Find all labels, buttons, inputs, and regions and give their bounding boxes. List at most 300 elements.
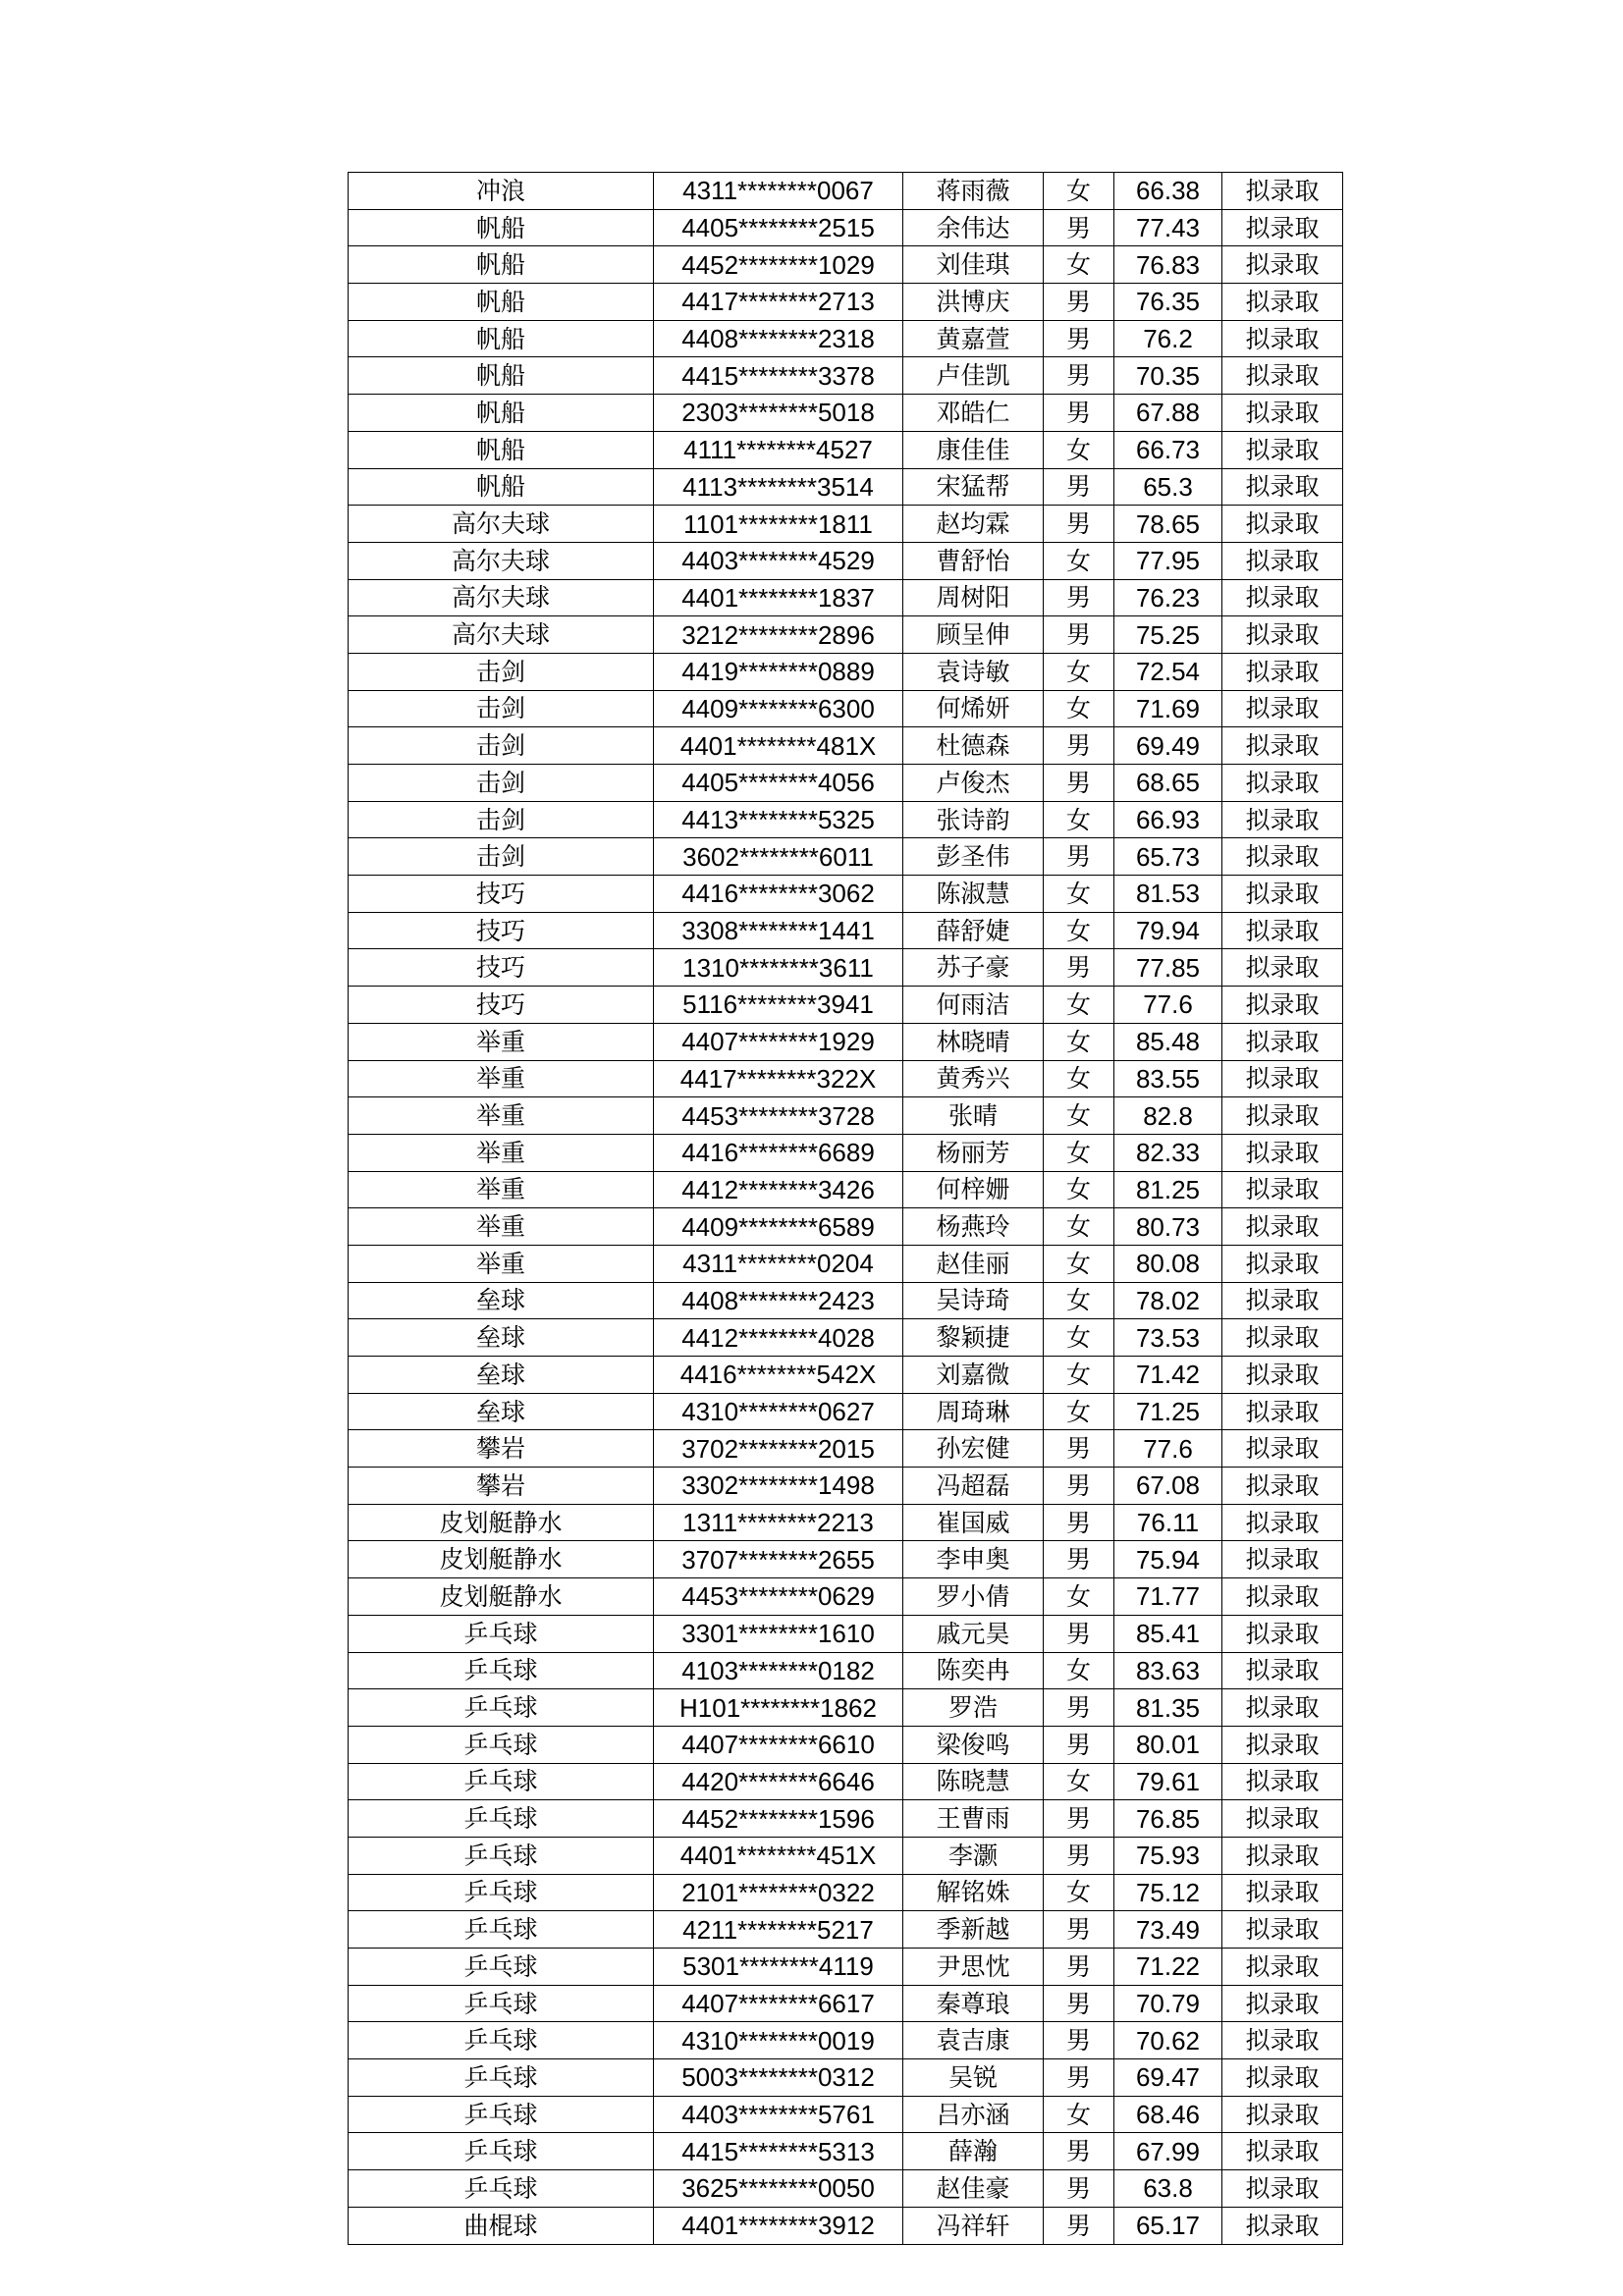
gender-cell: 男	[1044, 2059, 1114, 2097]
sport-cell: 攀岩	[349, 1468, 654, 1505]
id-number-cell: 4417********322X	[654, 1060, 903, 1097]
status-cell: 拟录取	[1222, 1060, 1343, 1097]
gender-cell: 女	[1044, 1393, 1114, 1430]
gender-cell: 男	[1044, 616, 1114, 654]
gender-cell: 女	[1044, 542, 1114, 579]
score-cell: 65.73	[1114, 838, 1222, 876]
table-row	[349, 765, 1343, 802]
gender-cell: 男	[1044, 1615, 1114, 1652]
status-cell: 拟录取	[1222, 653, 1343, 690]
score-cell: 76.11	[1114, 1504, 1222, 1541]
status-cell: 拟录取	[1222, 431, 1343, 468]
id-number-cell: 4310********0019	[654, 2022, 903, 2059]
gender-cell: 男	[1044, 468, 1114, 506]
status-cell: 拟录取	[1222, 765, 1343, 802]
score-cell: 83.63	[1114, 1652, 1222, 1689]
name-cell: 季新越	[903, 1911, 1044, 1949]
gender-cell: 女	[1044, 246, 1114, 284]
id-number-cell: 4420********6646	[654, 1763, 903, 1800]
table-row	[349, 542, 1343, 579]
name-cell: 余伟达	[903, 209, 1044, 246]
name-cell: 梁俊鸣	[903, 1726, 1044, 1763]
table-row	[349, 395, 1343, 432]
score-cell: 81.35	[1114, 1689, 1222, 1727]
id-number-cell: 4403********4529	[654, 542, 903, 579]
sport-cell: 皮划艇静水	[349, 1541, 654, 1578]
table-row	[349, 1430, 1343, 1468]
score-cell: 78.02	[1114, 1282, 1222, 1319]
score-cell: 77.95	[1114, 542, 1222, 579]
score-cell: 73.49	[1114, 1911, 1222, 1949]
score-cell: 67.88	[1114, 395, 1222, 432]
gender-cell: 男	[1044, 838, 1114, 876]
status-cell: 拟录取	[1222, 1985, 1343, 2022]
id-number-cell: 4405********2515	[654, 209, 903, 246]
table-row	[349, 357, 1343, 395]
name-cell: 何烯妍	[903, 690, 1044, 727]
status-cell: 拟录取	[1222, 468, 1343, 506]
name-cell: 黄嘉萱	[903, 320, 1044, 357]
name-cell: 杨丽芳	[903, 1134, 1044, 1171]
score-cell: 72.54	[1114, 653, 1222, 690]
score-cell: 66.73	[1114, 431, 1222, 468]
gender-cell: 女	[1044, 1060, 1114, 1097]
score-cell: 80.73	[1114, 1208, 1222, 1246]
admission-table-body	[349, 173, 1343, 2245]
score-cell: 70.35	[1114, 357, 1222, 395]
name-cell: 周树阳	[903, 579, 1044, 616]
id-number-cell: 4412********4028	[654, 1319, 903, 1357]
gender-cell: 男	[1044, 357, 1114, 395]
gender-cell: 男	[1044, 1504, 1114, 1541]
table-row	[349, 2059, 1343, 2097]
status-cell: 拟录取	[1222, 1023, 1343, 1060]
id-number-cell: 4111********4527	[654, 431, 903, 468]
table-row	[349, 1245, 1343, 1282]
score-cell: 80.08	[1114, 1245, 1222, 1282]
score-cell: 67.99	[1114, 2133, 1222, 2170]
sport-cell: 击剑	[349, 765, 654, 802]
id-number-cell: 4408********2318	[654, 320, 903, 357]
status-cell: 拟录取	[1222, 912, 1343, 949]
table-row	[349, 1504, 1343, 1541]
table-row	[349, 1319, 1343, 1357]
id-number-cell: 4401********1837	[654, 579, 903, 616]
status-cell: 拟录取	[1222, 357, 1343, 395]
table-row	[349, 1023, 1343, 1060]
table-row	[349, 506, 1343, 543]
name-cell: 林晓晴	[903, 1023, 1044, 1060]
id-number-cell: 4416********3062	[654, 876, 903, 913]
status-cell: 拟录取	[1222, 2207, 1343, 2244]
table-row	[349, 1800, 1343, 1838]
id-number-cell: 3212********2896	[654, 616, 903, 654]
gender-cell: 女	[1044, 876, 1114, 913]
gender-cell: 女	[1044, 1763, 1114, 1800]
gender-cell: 男	[1044, 1726, 1114, 1763]
score-cell: 85.48	[1114, 1023, 1222, 1060]
name-cell: 吕亦涵	[903, 2096, 1044, 2133]
score-cell: 71.69	[1114, 690, 1222, 727]
table-row	[349, 1578, 1343, 1616]
status-cell: 拟录取	[1222, 1430, 1343, 1468]
id-number-cell: 3308********1441	[654, 912, 903, 949]
table-row	[349, 1652, 1343, 1689]
id-number-cell: 4310********0627	[654, 1393, 903, 1430]
status-cell: 拟录取	[1222, 2133, 1343, 2170]
score-cell: 77.85	[1114, 949, 1222, 987]
name-cell: 解铭姝	[903, 1874, 1044, 1911]
gender-cell: 男	[1044, 2207, 1114, 2244]
sport-cell: 乒乓球	[349, 2022, 654, 2059]
id-number-cell: 4405********4056	[654, 765, 903, 802]
table-row	[349, 1541, 1343, 1578]
status-cell: 拟录取	[1222, 506, 1343, 543]
id-number-cell: 4311********0067	[654, 173, 903, 210]
sport-cell: 乒乓球	[349, 1726, 654, 1763]
status-cell: 拟录取	[1222, 1208, 1343, 1246]
table-row	[349, 468, 1343, 506]
name-cell: 冯超磊	[903, 1468, 1044, 1505]
name-cell: 孙宏健	[903, 1430, 1044, 1468]
score-cell: 77.6	[1114, 1430, 1222, 1468]
status-cell: 拟录取	[1222, 2022, 1343, 2059]
score-cell: 69.47	[1114, 2059, 1222, 2097]
gender-cell: 男	[1044, 395, 1114, 432]
status-cell: 拟录取	[1222, 173, 1343, 210]
status-cell: 拟录取	[1222, 1468, 1343, 1505]
gender-cell: 女	[1044, 1282, 1114, 1319]
status-cell: 拟录取	[1222, 395, 1343, 432]
gender-cell: 女	[1044, 1652, 1114, 1689]
table-row	[349, 1097, 1343, 1135]
id-number-cell: 2303********5018	[654, 395, 903, 432]
table-row	[349, 1726, 1343, 1763]
name-cell: 袁诗敏	[903, 653, 1044, 690]
id-number-cell: 4452********1596	[654, 1800, 903, 1838]
id-number-cell: 5301********4119	[654, 1949, 903, 1986]
id-number-cell: H101********1862	[654, 1689, 903, 1727]
name-cell: 冯祥轩	[903, 2207, 1044, 2244]
status-cell: 拟录取	[1222, 320, 1343, 357]
gender-cell: 男	[1044, 765, 1114, 802]
table-row	[349, 1615, 1343, 1652]
sport-cell: 垒球	[349, 1319, 654, 1357]
score-cell: 75.93	[1114, 1837, 1222, 1874]
status-cell: 拟录取	[1222, 801, 1343, 838]
id-number-cell: 5116********3941	[654, 987, 903, 1024]
sport-cell: 曲棍球	[349, 2207, 654, 2244]
sport-cell: 乒乓球	[349, 1689, 654, 1727]
sport-cell: 乒乓球	[349, 1652, 654, 1689]
sport-cell: 乒乓球	[349, 1874, 654, 1911]
score-cell: 71.42	[1114, 1357, 1222, 1394]
sport-cell: 乒乓球	[349, 2170, 654, 2208]
gender-cell: 男	[1044, 209, 1114, 246]
table-row	[349, 2096, 1343, 2133]
id-number-cell: 3302********1498	[654, 1468, 903, 1505]
sport-cell: 高尔夫球	[349, 542, 654, 579]
score-cell: 67.08	[1114, 1468, 1222, 1505]
table-row	[349, 987, 1343, 1024]
name-cell: 崔国威	[903, 1504, 1044, 1541]
gender-cell: 女	[1044, 987, 1114, 1024]
id-number-cell: 1101********1811	[654, 506, 903, 543]
id-number-cell: 4416********6689	[654, 1134, 903, 1171]
gender-cell: 男	[1044, 1541, 1114, 1578]
id-number-cell: 4419********0889	[654, 653, 903, 690]
sport-cell: 举重	[349, 1134, 654, 1171]
table-row	[349, 2133, 1343, 2170]
gender-cell: 男	[1044, 320, 1114, 357]
id-number-cell: 4417********2713	[654, 284, 903, 321]
name-cell: 刘嘉微	[903, 1357, 1044, 1394]
table-row	[349, 1949, 1343, 1986]
table-row	[349, 876, 1343, 913]
score-cell: 79.94	[1114, 912, 1222, 949]
name-cell: 吴诗琦	[903, 1282, 1044, 1319]
table-row	[349, 1911, 1343, 1949]
sport-cell: 击剑	[349, 727, 654, 765]
sport-cell: 乒乓球	[349, 1763, 654, 1800]
table-row	[349, 653, 1343, 690]
id-number-cell: 4453********0629	[654, 1578, 903, 1616]
name-cell: 曹舒怡	[903, 542, 1044, 579]
name-cell: 顾呈伸	[903, 616, 1044, 654]
gender-cell: 女	[1044, 1171, 1114, 1208]
id-number-cell: 4311********0204	[654, 1245, 903, 1282]
name-cell: 何梓姗	[903, 1171, 1044, 1208]
name-cell: 赵均霖	[903, 506, 1044, 543]
score-cell: 66.93	[1114, 801, 1222, 838]
table-row	[349, 1282, 1343, 1319]
id-number-cell: 3702********2015	[654, 1430, 903, 1468]
sport-cell: 帆船	[349, 246, 654, 284]
table-row	[349, 284, 1343, 321]
table-row	[349, 912, 1343, 949]
table-row	[349, 801, 1343, 838]
sport-cell: 举重	[349, 1208, 654, 1246]
status-cell: 拟录取	[1222, 1800, 1343, 1838]
table-row	[349, 1208, 1343, 1246]
name-cell: 杨燕玲	[903, 1208, 1044, 1246]
table-row	[349, 1357, 1343, 1394]
name-cell: 陈晓慧	[903, 1763, 1044, 1800]
name-cell: 彭圣伟	[903, 838, 1044, 876]
status-cell: 拟录取	[1222, 1652, 1343, 1689]
table-row	[349, 1985, 1343, 2022]
name-cell: 周琦琳	[903, 1393, 1044, 1430]
score-cell: 77.43	[1114, 209, 1222, 246]
status-cell: 拟录取	[1222, 1393, 1343, 1430]
sport-cell: 帆船	[349, 284, 654, 321]
name-cell: 赵佳豪	[903, 2170, 1044, 2208]
gender-cell: 男	[1044, 1689, 1114, 1727]
sport-cell: 垒球	[349, 1357, 654, 1394]
id-number-cell: 5003********0312	[654, 2059, 903, 2097]
score-cell: 70.62	[1114, 2022, 1222, 2059]
gender-cell: 男	[1044, 1800, 1114, 1838]
table-row	[349, 431, 1343, 468]
status-cell: 拟录取	[1222, 1097, 1343, 1135]
table-row	[349, 838, 1343, 876]
sport-cell: 帆船	[349, 431, 654, 468]
status-cell: 拟录取	[1222, 1911, 1343, 1949]
status-cell: 拟录取	[1222, 1541, 1343, 1578]
id-number-cell: 1310********3611	[654, 949, 903, 987]
id-number-cell: 4401********3912	[654, 2207, 903, 2244]
status-cell: 拟录取	[1222, 1578, 1343, 1616]
name-cell: 陈奕冉	[903, 1652, 1044, 1689]
gender-cell: 女	[1044, 653, 1114, 690]
sport-cell: 乒乓球	[349, 1615, 654, 1652]
name-cell: 袁吉康	[903, 2022, 1044, 2059]
admission-table	[348, 172, 1343, 2245]
sport-cell: 帆船	[349, 395, 654, 432]
sport-cell: 乒乓球	[349, 1985, 654, 2022]
name-cell: 薛舒婕	[903, 912, 1044, 949]
id-number-cell: 2101********0322	[654, 1874, 903, 1911]
status-cell: 拟录取	[1222, 1763, 1343, 1800]
name-cell: 卢佳凯	[903, 357, 1044, 395]
id-number-cell: 3301********1610	[654, 1615, 903, 1652]
score-cell: 68.65	[1114, 765, 1222, 802]
status-cell: 拟录取	[1222, 1837, 1343, 1874]
score-cell: 81.53	[1114, 876, 1222, 913]
table-row	[349, 1763, 1343, 1800]
name-cell: 黎颖捷	[903, 1319, 1044, 1357]
gender-cell: 女	[1044, 1208, 1114, 1246]
sport-cell: 击剑	[349, 653, 654, 690]
sport-cell: 垒球	[349, 1393, 654, 1430]
status-cell: 拟录取	[1222, 727, 1343, 765]
sport-cell: 举重	[349, 1171, 654, 1208]
sport-cell: 高尔夫球	[349, 616, 654, 654]
gender-cell: 女	[1044, 1874, 1114, 1911]
table-row	[349, 2207, 1343, 2244]
status-cell: 拟录取	[1222, 1615, 1343, 1652]
name-cell: 李申奥	[903, 1541, 1044, 1578]
score-cell: 82.8	[1114, 1097, 1222, 1135]
id-number-cell: 4453********3728	[654, 1097, 903, 1135]
sport-cell: 乒乓球	[349, 2133, 654, 2170]
score-cell: 63.8	[1114, 2170, 1222, 2208]
gender-cell: 女	[1044, 173, 1114, 210]
gender-cell: 女	[1044, 431, 1114, 468]
sport-cell: 举重	[349, 1245, 654, 1282]
sport-cell: 帆船	[349, 357, 654, 395]
status-cell: 拟录取	[1222, 1245, 1343, 1282]
score-cell: 76.85	[1114, 1800, 1222, 1838]
id-number-cell: 3602********6011	[654, 838, 903, 876]
score-cell: 81.25	[1114, 1171, 1222, 1208]
gender-cell: 女	[1044, 912, 1114, 949]
score-cell: 77.6	[1114, 987, 1222, 1024]
score-cell: 70.79	[1114, 1985, 1222, 2022]
id-number-cell: 4412********3426	[654, 1171, 903, 1208]
sport-cell: 乒乓球	[349, 2059, 654, 2097]
gender-cell: 女	[1044, 1023, 1114, 1060]
id-number-cell: 4452********1029	[654, 246, 903, 284]
table-row	[349, 1689, 1343, 1727]
score-cell: 68.46	[1114, 2096, 1222, 2133]
id-number-cell: 4401********451X	[654, 1837, 903, 1874]
status-cell: 拟录取	[1222, 1282, 1343, 1319]
name-cell: 洪博庆	[903, 284, 1044, 321]
table-row	[349, 579, 1343, 616]
sport-cell: 乒乓球	[349, 1949, 654, 1986]
score-cell: 75.94	[1114, 1541, 1222, 1578]
gender-cell: 男	[1044, 2022, 1114, 2059]
score-cell: 79.61	[1114, 1763, 1222, 1800]
id-number-cell: 4415********5313	[654, 2133, 903, 2170]
table-row	[349, 1468, 1343, 1505]
sport-cell: 高尔夫球	[349, 579, 654, 616]
sport-cell: 攀岩	[349, 1430, 654, 1468]
sport-cell: 皮划艇静水	[349, 1578, 654, 1616]
name-cell: 黄秀兴	[903, 1060, 1044, 1097]
gender-cell: 女	[1044, 2096, 1114, 2133]
id-number-cell: 4408********2423	[654, 1282, 903, 1319]
sport-cell: 帆船	[349, 468, 654, 506]
gender-cell: 男	[1044, 2133, 1114, 2170]
score-cell: 69.49	[1114, 727, 1222, 765]
status-cell: 拟录取	[1222, 542, 1343, 579]
status-cell: 拟录取	[1222, 876, 1343, 913]
status-cell: 拟录取	[1222, 949, 1343, 987]
status-cell: 拟录取	[1222, 284, 1343, 321]
name-cell: 张诗韵	[903, 801, 1044, 838]
status-cell: 拟录取	[1222, 2059, 1343, 2097]
score-cell: 83.55	[1114, 1060, 1222, 1097]
score-cell: 66.38	[1114, 173, 1222, 210]
name-cell: 秦尊琅	[903, 1985, 1044, 2022]
status-cell: 拟录取	[1222, 616, 1343, 654]
status-cell: 拟录取	[1222, 2170, 1343, 2208]
status-cell: 拟录取	[1222, 690, 1343, 727]
id-number-cell: 4211********5217	[654, 1911, 903, 1949]
name-cell: 陈淑慧	[903, 876, 1044, 913]
status-cell: 拟录取	[1222, 1949, 1343, 1986]
status-cell: 拟录取	[1222, 209, 1343, 246]
id-number-cell: 4403********5761	[654, 2096, 903, 2133]
score-cell: 73.53	[1114, 1319, 1222, 1357]
score-cell: 71.77	[1114, 1578, 1222, 1616]
table-row	[349, 1874, 1343, 1911]
sport-cell: 击剑	[349, 690, 654, 727]
id-number-cell: 4413********5325	[654, 801, 903, 838]
sport-cell: 举重	[349, 1097, 654, 1135]
id-number-cell: 4401********481X	[654, 727, 903, 765]
table-row	[349, 1393, 1343, 1430]
score-cell: 76.83	[1114, 246, 1222, 284]
status-cell: 拟录取	[1222, 1874, 1343, 1911]
score-cell: 78.65	[1114, 506, 1222, 543]
table-row	[349, 690, 1343, 727]
name-cell: 张晴	[903, 1097, 1044, 1135]
gender-cell: 男	[1044, 1837, 1114, 1874]
id-number-cell: 4407********1929	[654, 1023, 903, 1060]
table-row	[349, 209, 1343, 246]
sport-cell: 皮划艇静水	[349, 1504, 654, 1541]
name-cell: 卢俊杰	[903, 765, 1044, 802]
sport-cell: 帆船	[349, 320, 654, 357]
name-cell: 苏子豪	[903, 949, 1044, 987]
sport-cell: 乒乓球	[349, 1911, 654, 1949]
gender-cell: 女	[1044, 1357, 1114, 1394]
id-number-cell: 4415********3378	[654, 357, 903, 395]
name-cell: 宋猛帮	[903, 468, 1044, 506]
